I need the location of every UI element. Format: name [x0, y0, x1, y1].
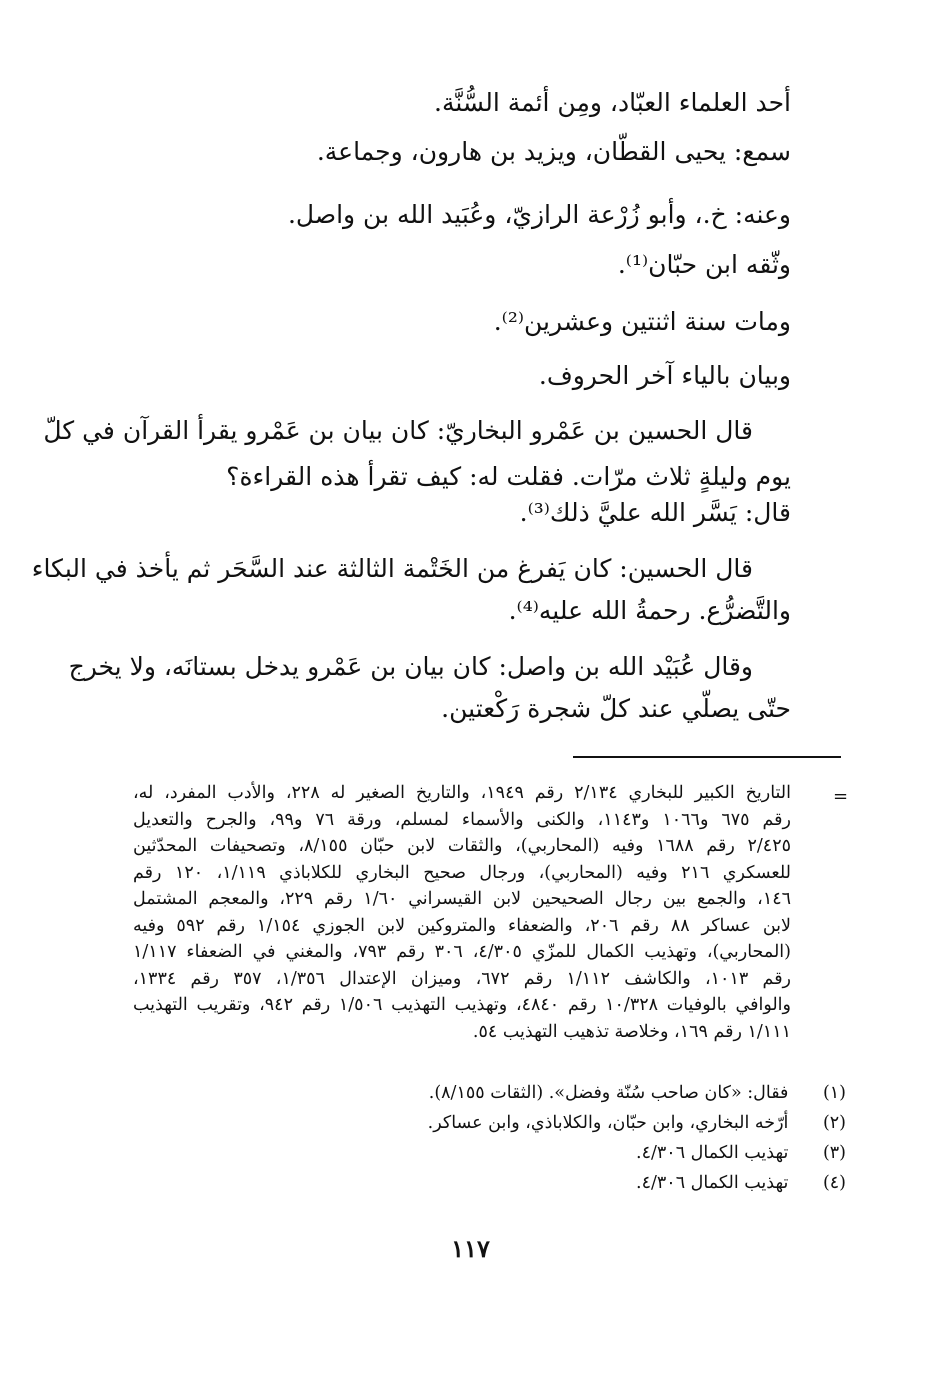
- footnote-text: تهذيب الكمال ٤/٣٠٦.: [636, 1173, 789, 1193]
- footnote-line: (المحاربي)، وتهذيب الكمال للمزّي ٤/٣٠٥، ٣٠٦ رقم ٧٩٣، والمغني في الضعفاء ١/١١٧: [133, 942, 791, 962]
- footnote-number: (٢): [822, 1113, 846, 1133]
- continuation-mark: =: [833, 786, 849, 807]
- paragraph-trusted: وثّقه ابن حبّان⁽¹⁾.: [617, 250, 791, 279]
- text-line: وقال عُبَيْد الله بن واصل: كان بيان بن عَمْرو يدخل بستانَه، ولا يخرج: [68, 652, 753, 681]
- paragraph-khatma: [31, 552, 791, 628]
- footnote-text: أرّخه البخاري، وابن حبّان، والكلاباذي، وابن عساكر.: [427, 1113, 789, 1133]
- footnote-number: (٤): [822, 1173, 846, 1193]
- footnote-continuation: [133, 780, 791, 1045]
- footnote-line: للعسكري ٢١٦ وفيه (المحاربي)، ورجال صحيح البخاري للكلاباذي ١/١١٩، ١٢٠ رقم: [133, 862, 792, 883]
- paragraph-description: أحد العلماء العبّاد، ومِن أئمة السُّنَّة.: [434, 88, 791, 117]
- paragraph-garden: [68, 650, 791, 726]
- footnote-1: [429, 1080, 846, 1106]
- paragraph-reading-quran: [43, 414, 791, 494]
- footnote-4: [636, 1170, 846, 1196]
- footnote-line: رقم ٦٧٥ و١٠٦٦ و١١٤٣، والكنى والأسماء لمسلم، ورقة ٧٦ و٩٩، والجرح والتعديل: [133, 809, 791, 830]
- footnote-line: ٢/٤٢٥ رقم ١٦٨٨ وفيه (المحاربي)، والثقات لابن حبّان ٨/١٥٥، وتصحيفات المحدّثين: [133, 836, 792, 856]
- text-line: قال الحسين: كان يَفرغ من الخَتْمة الثالثة عند السَّحَر ثم يأخذ في البكاء: [31, 554, 753, 583]
- paragraph-heard-from: سمع: يحيى القطّان، ويزيد بن هارون، وجماعة.: [316, 137, 791, 166]
- footnote-text: فقال: «كان صاحب سُنّة وفضل». (الثقات ٨/١٥٥).: [428, 1083, 789, 1103]
- footnote-text: تهذيب الكمال ٤/٣٠٦.: [636, 1143, 789, 1163]
- footnote-3: [636, 1140, 846, 1166]
- text-line: والتَّضرُّع. رحمةُ الله عليه⁽⁴⁾.: [508, 596, 791, 625]
- paragraph-reply: قال: يَسَّر الله عليَّ ذلك⁽³⁾.: [519, 498, 791, 527]
- footnote-2: [428, 1110, 846, 1136]
- paragraph-spelling: وبيان بالياء آخر الحروف.: [538, 361, 791, 390]
- footnote-number: (١): [822, 1083, 846, 1103]
- paragraph-narrators: وعنه: خ.، وأبو زُرْعة الرازيّ، وعُبَيد الله بن واصل.: [287, 200, 791, 229]
- footnote-line: رقم ١٠١٣، والكاشف ١/١١٢ رقم ٦٧٢، وميزان الإعتدال ١/٣٥٦، ٣٥٧ رقم ١٣٣٤،: [133, 968, 792, 989]
- footnote-line: لابن عساكر ٨٨ رقم ٢٠٦، والضعفاء والمتروكين لابن الجوزي ١/١٥٤ رقم ٥٩٢ وفيه: [133, 915, 792, 936]
- text-line: يوم وليلةٍ ثلاث مرّات. فقلت له: كيف تقرأ هذه القراءة؟: [226, 462, 791, 491]
- footnote-line: ١/١١١ رقم ١٦٩، وخلاصة تذهيب التهذيب ٥٤.: [472, 1021, 791, 1042]
- text-line: قال الحسين بن عَمْرو البخاريّ: كان بيان بن عَمْرو يقرأ القرآن في كلّ: [43, 416, 753, 445]
- footnote-divider: [573, 756, 841, 758]
- paragraph-death: ومات سنة اثنتين وعشرين⁽²⁾.: [493, 307, 791, 336]
- footnote-line: ١٤٦، والجمع بين رجال الصحيحين لابن القيسراني ١/٦٠ رقم ٢٢٩، والمعجم المشتمل: [133, 889, 792, 909]
- footnote-line: والوافي بالوفيات ١٠/٣٢٨ رقم ٤٨٤٠، وتهذيب التهذيب ١/٥٠٦ رقم ٩٤٢، وتقريب التهذيب: [133, 995, 791, 1015]
- page-number: ١١٧: [451, 1234, 490, 1263]
- footnote-number: (٣): [822, 1143, 846, 1163]
- text-line: حتّى يصلّي عند كلّ شجرة رَكْعتين.: [441, 694, 791, 723]
- footnote-line: التاريخ الكبير للبخاري ٢/١٣٤ رقم ١٩٤٩، والتاريخ الصغير له ٢٢٨، والأدب المفرد، له،: [133, 783, 791, 803]
